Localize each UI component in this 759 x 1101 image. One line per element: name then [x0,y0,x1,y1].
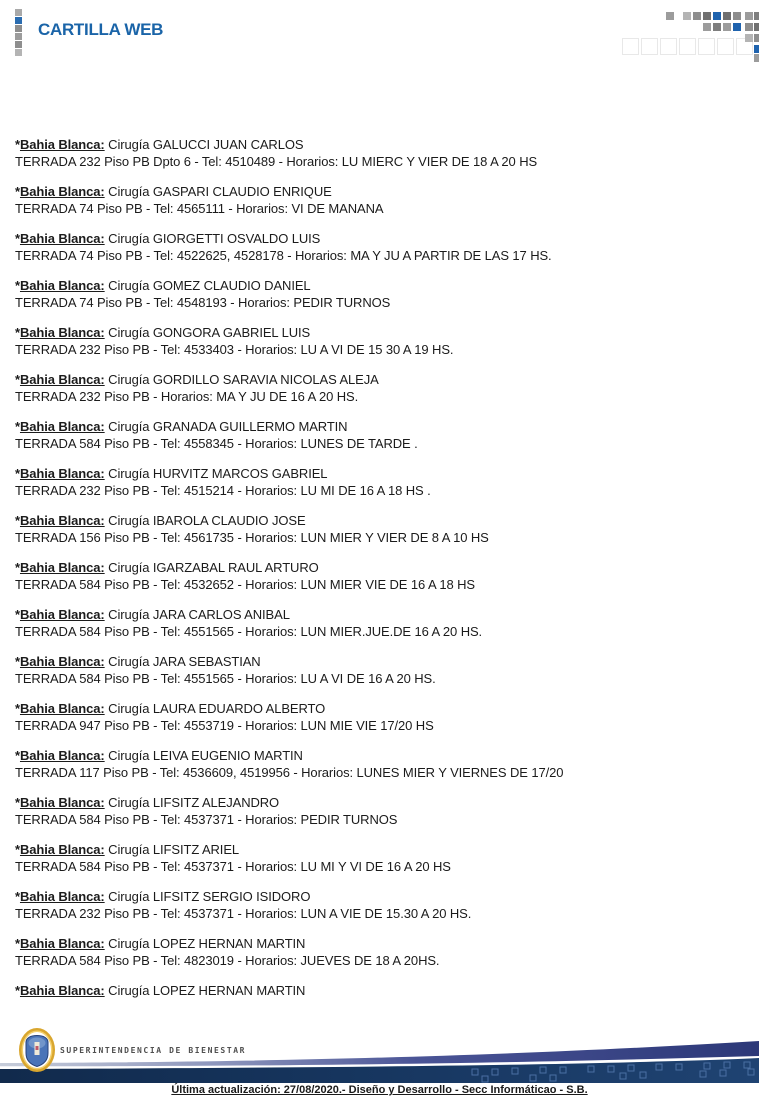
entry-doctor-name: GONGORA GABRIEL LUIS [152,325,311,340]
entry-location: Bahia Blanca: [19,842,105,857]
entry-specialty: Cirugía [108,560,150,575]
entry-details: TERRADA 74 Piso PB - Tel: 4522625, 4528178 - Horarios: MA Y JU A PARTIR DE LAS 17 HS. [15,248,552,263]
entry-details: TERRADA 232 Piso PB - Tel: 4537371 - Horarios: LUN A VIE DE 15.30 A 20 HS. [15,906,472,921]
entry-details: TERRADA 584 Piso PB - Tel: 4532652 - Horarios: LUN MIER VIE DE 16 A 18 HS [15,577,475,592]
directory-entry [15,371,750,405]
entry-location: Bahia Blanca: [19,513,105,528]
footer [0,1020,759,1101]
directory-entry [15,183,750,217]
entry-specialty: Cirugía [108,184,150,199]
entry-prefix: * [15,748,20,763]
entry-header-line [15,230,750,247]
directory-entry [15,324,750,358]
entry-doctor-name: LIFSITZ ALEJANDRO [152,795,280,810]
entry-details: TERRADA 74 Piso PB - Tel: 4565111 - Horarios: VI DE MANANA [15,201,384,216]
entry-location: Bahia Blanca: [19,231,105,246]
directory-entry [15,230,750,264]
entry-prefix: * [15,983,20,998]
directory-entry [15,653,750,687]
directory-entry [15,982,750,1016]
entry-prefix: * [15,278,20,293]
entry-location: Bahia Blanca: [19,419,105,434]
entry-location: Bahia Blanca: [19,748,105,763]
entry-specialty: Cirugía [108,466,150,481]
entry-prefix: * [15,654,20,669]
directory-entry [15,418,750,452]
entry-location: Bahia Blanca: [19,372,105,387]
entry-details: TERRADA 584 Piso PB - Tel: 4537371 - Horarios: LU MI Y VI DE 16 A 20 HS [15,859,451,874]
entry-details: TERRADA 232 Piso PB - Tel: 4533403 - Horarios: LU A VI DE 15 30 A 19 HS. [15,342,454,357]
entry-specialty: Cirugía [108,419,150,434]
entry-doctor-name: JARA CARLOS ANIBAL [152,607,290,622]
entry-details: TERRADA 117 Piso PB - Tel: 4536609, 4519956 - Horarios: LUNES MIER Y VIERNES DE 17/20 [15,765,564,780]
entry-details: TERRADA 232 Piso PB - Tel: 4515214 - Horarios: LU MI DE 16 A 18 HS . [15,483,431,498]
entry-specialty: Cirugía [108,936,150,951]
entry-details: TERRADA 156 Piso PB - Tel: 4561735 - Horarios: LUN MIER Y VIER DE 8 A 10 HS [15,530,489,545]
entry-doctor-name: LOPEZ HERNAN MARTIN [152,983,306,998]
entry-details: TERRADA 584 Piso PB - Tel: 4551565 - Horarios: LUN MIER.JUE.DE 16 A 20 HS. [15,624,483,639]
update-note: Última actualización: 27/08/2020.- Diseño y Desarrollo - Secc Informáticao - S.B. [171,1084,588,1096]
entry-header-line [15,418,750,435]
directory-entry [15,512,750,546]
entry-specialty: Cirugía [108,231,150,246]
entry-doctor-name: GASPARI CLAUDIO ENRIQUE [152,184,332,199]
entry-doctor-name: GORDILLO SARAVIA NICOLAS ALEJA [152,372,379,387]
entry-header-line [15,183,750,200]
entry-doctor-name: LOPEZ HERNAN MARTIN [152,936,306,951]
entry-location: Bahia Blanca: [19,466,105,481]
entry-prefix: * [15,325,20,340]
entry-specialty: Cirugía [108,889,150,904]
entry-prefix: * [15,560,20,575]
entry-details: TERRADA 584 Piso PB - Tel: 4537371 - Horarios: PEDIR TURNOS [15,812,398,827]
entry-header-line [15,935,750,952]
entry-location: Bahia Blanca: [19,654,105,669]
entry-details: TERRADA 232 Piso PB Dpto 6 - Tel: 4510489 - Horarios: LU MIERC Y VIER DE 18 A 20 HS [15,154,538,169]
entry-doctor-name: GRANADA GUILLERMO MARTIN [152,419,348,434]
entry-specialty: Cirugía [108,983,150,998]
directory-entry [15,136,750,170]
entry-specialty: Cirugía [108,795,150,810]
entry-prefix: * [15,466,20,481]
entry-details: TERRADA 947 Piso PB - Tel: 4553719 - Horarios: LUN MIE VIE 17/20 HS [15,718,434,733]
entry-specialty: Cirugía [108,372,150,387]
entry-location: Bahia Blanca: [19,278,105,293]
entry-specialty: Cirugía [108,278,150,293]
entry-specialty: Cirugía [108,137,150,152]
entry-prefix: * [15,513,20,528]
entry-prefix: * [15,184,20,199]
entry-header-line [15,324,750,341]
entry-location: Bahia Blanca: [19,889,105,904]
entry-header-line [15,465,750,482]
entry-header-line [15,559,750,576]
directory-entry [15,888,750,922]
entry-details [15,999,750,1016]
directory-entry [15,794,750,828]
entry-doctor-name: GIORGETTI OSVALDO LUIS [152,231,321,246]
entry-header-line [15,136,750,153]
entry-prefix: * [15,137,20,152]
directory-entry [15,935,750,969]
entry-specialty: Cirugía [108,325,150,340]
entry-doctor-name: JARA SEBASTIAN [152,654,261,669]
entry-location: Bahia Blanca: [19,560,105,575]
directory-entry [15,465,750,499]
entry-location: Bahia Blanca: [19,701,105,716]
entry-location: Bahia Blanca: [19,184,105,199]
entry-header-line [15,841,750,858]
entry-specialty: Cirugía [108,701,150,716]
entry-specialty: Cirugía [108,654,150,669]
entry-doctor-name: LAURA EDUARDO ALBERTO [152,701,326,716]
entry-details: TERRADA 232 Piso PB - Horarios: MA Y JU DE 16 A 20 HS. [15,389,359,404]
entry-doctor-name: IBAROLA CLAUDIO JOSE [152,513,306,528]
directory-entry [15,841,750,875]
entry-location: Bahia Blanca: [19,983,105,998]
directory-entry [15,700,750,734]
entry-doctor-name: GALUCCI JUAN CARLOS [152,137,304,152]
directory-entry [15,606,750,640]
entry-specialty: Cirugía [108,748,150,763]
entry-location: Bahia Blanca: [19,936,105,951]
entry-details: TERRADA 584 Piso PB - Tel: 4551565 - Horarios: LU A VI DE 16 A 20 HS. [15,671,436,686]
entry-doctor-name: LIFSITZ ARIEL [152,842,240,857]
entry-header-line [15,371,750,388]
entry-prefix: * [15,889,20,904]
directory-entry [15,747,750,781]
entry-header-line [15,794,750,811]
entry-location: Bahia Blanca: [19,795,105,810]
entry-details: TERRADA 74 Piso PB - Tel: 4548193 - Horarios: PEDIR TURNOS [15,295,391,310]
header [0,0,759,62]
entry-details: TERRADA 584 Piso PB - Tel: 4823019 - Horarios: JUEVES DE 18 A 20HS. [15,953,440,968]
entry-header-line [15,606,750,623]
mosaic-decoration-icon [0,0,759,62]
entry-prefix: * [15,607,20,622]
entry-header-line [15,888,750,905]
entry-doctor-name: LIFSITZ SERGIO ISIDORO [152,889,311,904]
entry-prefix: * [15,795,20,810]
entry-prefix: * [15,936,20,951]
app-title: CARTILLA WEB [38,20,164,39]
organization-crest-icon [18,1027,56,1073]
entry-prefix: * [15,842,20,857]
entry-header-line [15,700,750,717]
entry-header-line [15,653,750,670]
directory-entry [15,559,750,593]
entry-header-line [15,982,750,999]
entry-prefix: * [15,231,20,246]
directory-list [15,136,750,1029]
entry-specialty: Cirugía [108,842,150,857]
entry-doctor-name: GOMEZ CLAUDIO DANIEL [152,278,311,293]
entry-details: TERRADA 584 Piso PB - Tel: 4558345 - Horarios: LUNES DE TARDE . [15,436,418,451]
entry-doctor-name: HURVITZ MARCOS GABRIEL [152,466,328,481]
entry-header-line [15,747,750,764]
entry-header-line [15,277,750,294]
entry-location: Bahia Blanca: [19,325,105,340]
organization-name: SUPERINTENDENCIA DE BIENESTAR [60,1046,247,1055]
entry-header-line [15,512,750,529]
entry-doctor-name: IGARZABAL RAUL ARTURO [152,560,319,575]
entry-prefix: * [15,701,20,716]
entry-specialty: Cirugía [108,513,150,528]
entry-location: Bahia Blanca: [19,607,105,622]
entry-location: Bahia Blanca: [19,137,105,152]
directory-entry [15,277,750,311]
entry-prefix: * [15,419,20,434]
entry-prefix: * [15,372,20,387]
entry-specialty: Cirugía [108,607,150,622]
entry-doctor-name: LEIVA EUGENIO MARTIN [152,748,303,763]
